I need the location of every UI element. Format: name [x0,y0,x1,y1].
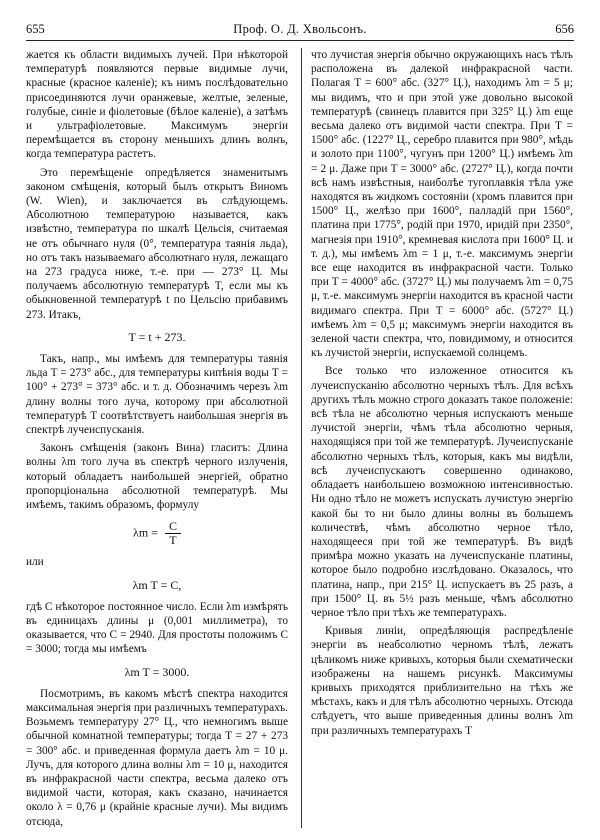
running-header [26,18,574,41]
fraction-numerator: C [165,520,181,534]
right-column [311,48,573,830]
paragraph: жается къ области видимыхъ лучей. При нѣкоторой температурѣ появляются первые видимые лучи, красные (красное каленіе); къ нимъ послѣдовательно присоединяются лучи оранжевые, желтые, зеленые, голубые, синіе и фіолетовые (бѣлое каленіе), а затѣмъ и ультрафіолетовые. Максимумъ энергіи перемѣщается въ сторону меньшихъ длинъ волнъ, когда температура растетъ. [26,49,288,161]
left-column [26,48,288,830]
page-number-left: 655 [26,21,45,36]
paragraph: Посмотримъ, въ какомъ мѣстѣ спектра находится максимальная энергія при различныхъ температурахъ. Возьмемъ температуру 27° Ц., что немногимъ выше обычной комнатной температуры; тогда T = 27 + 273 = 300° абс. и приведенная формула даетъ λm = 10 μ. Лучъ, для которого длина волны λm = 10 μ, находится въ инфракрасной части спектра, весьма далеко отъ видимой части, которая, какъ сказано, начинается около λ = 0,76 μ (крайніе красные лучи). Мы видимъ отсюда, [26,687,288,828]
running-title: Проф. О. Д. Хвольсонъ. [233,21,367,36]
or-label: или [26,556,44,569]
formula-absolute-temperature: T = t + 273. [128,329,186,344]
formula-wien-fraction [26,520,288,547]
fraction-denominator: T [169,533,177,548]
paragraph: Такъ, напр., мы имѣемъ для температуры таянія льда T = 273° абс., для температуры кипѣнія воды T = 100° + 273° = 373° абс. и т. д. Обозначимъ черезъ λm длину волны того луча, которому при абсолютной температурѣ T соотвѣтствуетъ наибольшая энергія въ спектрѣ лучеиспусканія. [26,353,288,437]
page-number-right: 656 [555,21,574,36]
paragraph-wien-law: Законъ смѣщенія (законъ Вина) гласитъ: Длина волны λm того луча въ спектрѣ черного излученія, который обладаетъ наибольшей энергіей, обратно пропорціональна абсолютной температурѣ. Мы имѣемъ, такимъ образомъ, формулу [26,442,288,512]
paragraph: гдѣ C нѣкоторое постоянное число. Если λm измѣрять въ единицахъ длины μ (0,001 миллиметра), то оказывается, что C = 2940. Для простоты положимъ C = 3000; тогда мы имѣемъ [26,600,288,656]
column-divider [301,48,302,828]
formula-wien-3000: λm T = 3000. [124,664,190,679]
paragraph: что лучистая энергія обычно окружающихъ насъ тѣлъ расположена въ далекой инфракрасной части. Полагая T = 600° абс. (327° Ц.), находимъ λm = 5 μ; мы видимъ, что и при этой уже довольно высокой температурѣ (свинецъ плавится при 325° Ц.) λm еще весьма далеко отъ видимой части спектра. При T = 1500° абс. (1227° Ц., серебро плавится при 980°, мѣдь и золото при 1100°, чугунъ при 1200° Ц.) имѣемъ λm = 2 μ. Даже при T = 3000° абс. (2727° Ц.), когда почти всѣ намъ извѣстныя, наиболѣе тугоплавкія тѣла уже находятся въ жидкомъ состояніи (хромъ плавится при 1500° Ц., желѣзо при 1600°, палладій при 1560°, платина при 1775°, родій при 1970, иридій при 2350°, магнезія при 1910°, кремневая кислота при 1600° Ц. и т. д.), мы имѣемъ λm = 1 μ, т.-е. максимумъ энергіи все еще находится въ инфракрасной части. Только при T = 4000° абс. (3727° Ц.) мы получаемъ λm = 0,75 μ, т.-е. максимумъ энергіи находится въ красной части видимаго спектра. При T = 6000° абс. (5727° Ц.) имѣемъ λm = 0,5 μ; максимумъ энергіи находится въ зеленой части спектра, что, повидимому, и относится къ лучистой энергіи, испускаемой солнцемъ. [311,49,573,360]
paragraph: Кривыя линіи, опредѣляющія распредѣленіе энергіи въ неабсолютно черномъ тѣлѣ, лежатъ цѣликомъ ниже кривыхъ, которыя были схематически изображены на нашемъ рисункѣ. Максимумы кривыхъ приходятся приблизительно на тѣхъ же мѣстахъ, какъ и для тѣлъ абсолютно черныхъ. Отсюда слѣдуетъ, что выше приведенныя длины волнъ λm при различныхъ температурахъ T [311,625,573,737]
formula-wien-product: λm T = C, [132,577,182,592]
paragraph: Все только что изложенное относится къ лучеиспусканію абсолютно черныхъ тѣлъ. Для всѣхъ другихъ тѣлъ можно строго доказать такое положеніе: всѣ тѣла не абсолютно черныя испускаютъ меньше лучистой энергіи, чѣмъ тѣла абсолютно черныя, находящіяся при той же температурѣ. Лучеиспусканіе абсолютно черныхъ тѣлъ, которыя, какъ мы видѣли, всѣ лучеиспускаютъ совершенно одинаково, обладаетъ наибольшею возможною интенсивностью. Ни одно тѣло не можетъ испускать лучистую энергію какой бы то ни было длины волны въ большемъ количествѣ, чѣмъ абсолютно черное тѣло, находящееся при той же температурѣ. Въ видѣ примѣра можно указать на лучеиспусканіе платины, которое было подробно изслѣдовано. Оказалось, что платина, напр., при 215° Ц. испускаетъ въ 25 разъ, а при 1500° Ц. въ 5½ разъ меньше, чѣмъ абсолютно черное тѣло при тѣхъ же температурахъ. [311,365,573,619]
paragraph: Это перемѣщеніе опредѣляется знаменитымъ законом смѣщенія, который былъ открытъ Виномъ (W. Wien), и заключается въ слѣдующемъ. Абсолютною температурою называется, какъ извѣстно, температура по шкалѣ Цельсія, считаемая не отъ обычнаго нуля (0°, температура таянія льда), но отъ такъ называемаго абсолютнаго нуля, лежащаго на 273 градуса ниже, т.-е. при — 273° Ц. Мы получаемъ абсолютную температурѣ T, если мы къ обыкновенной температурѣ t по Цельсію прибавимъ 273. Итакъ, [26,166,288,321]
fraction [165,520,181,547]
formula-lhs: λm = [133,525,158,540]
